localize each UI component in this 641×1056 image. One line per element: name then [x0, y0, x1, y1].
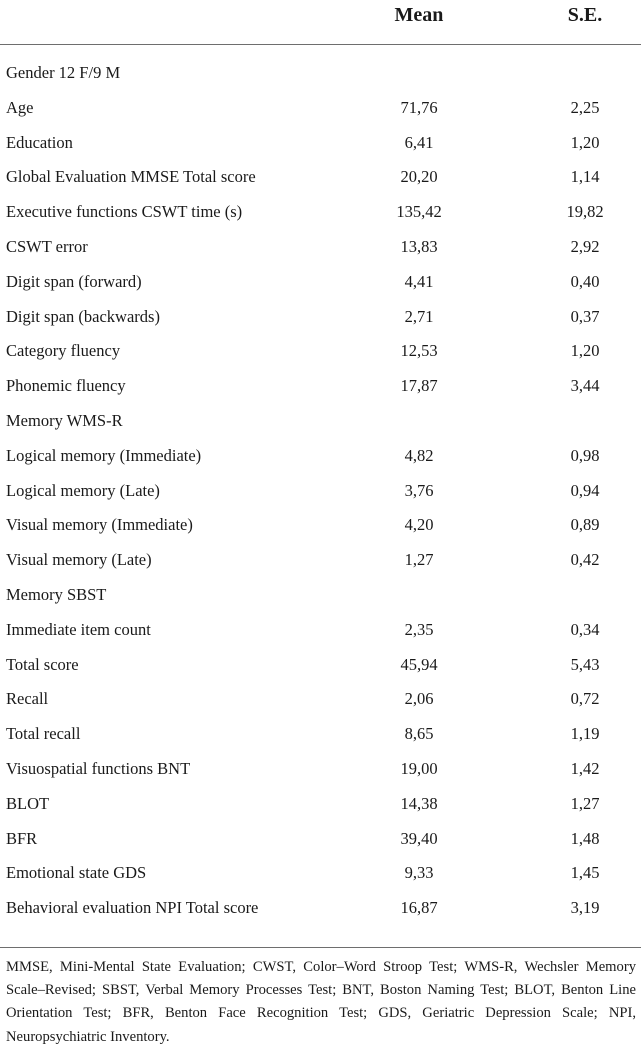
row-label: Total recall	[6, 724, 81, 744]
row-mean: 45,94	[400, 654, 438, 674]
row-mean: 19,00	[400, 758, 438, 778]
row-mean: 1,27	[404, 550, 434, 570]
table-row	[0, 859, 641, 894]
row-label: Recall	[6, 689, 49, 709]
row-mean: 4,82	[404, 445, 434, 465]
row-se: 1,27	[570, 793, 600, 813]
row-mean: 71,76	[400, 97, 438, 117]
row-se: 2,92	[570, 236, 600, 256]
header-mean: Mean	[394, 4, 444, 26]
row-mean: 20,20	[400, 167, 438, 187]
row-label: Behavioral evaluation NPI Total score	[6, 898, 259, 918]
table-row	[0, 59, 641, 94]
table-row	[0, 337, 641, 372]
row-label: Total score	[6, 654, 79, 674]
table-row	[0, 372, 641, 407]
row-label: BLOT	[6, 793, 50, 813]
row-se: 0,98	[570, 445, 600, 465]
table-row	[0, 233, 641, 268]
header-se: S.E.	[567, 4, 603, 26]
row-label: CSWT error	[6, 236, 88, 256]
row-mean: 2,35	[404, 619, 434, 639]
row-label: Digit span (backwards)	[6, 306, 160, 326]
table-row	[0, 546, 641, 581]
table-row	[0, 163, 641, 198]
row-mean: 13,83	[400, 236, 438, 256]
row-label: Logical memory (Immediate)	[6, 445, 202, 465]
table-footnote: MMSE, Mini-Mental State Evaluation; CWST, Color–Word Stroop Test; WMS-R, Wechsler Memory Scale–Revised; SBST, Verbal Memory Processes Test; BNT, Boston Naming Test; BLOT, Benton Line Orientation Test; BFR, Benton Face Recognition Test; GDS, Geriatric Depression Scale; NPI, Neuropsychiatric Inventory.	[6, 959, 636, 1045]
row-se: 0,34	[570, 619, 600, 639]
row-se: 0,42	[570, 550, 600, 570]
table-row	[0, 825, 641, 860]
table-row	[0, 581, 641, 616]
row-label: Memory SBST	[6, 584, 107, 604]
row-label: Immediate item count	[6, 619, 151, 639]
row-label: Logical memory (Late)	[6, 480, 160, 500]
row-label: Phonemic fluency	[6, 376, 126, 396]
row-mean: 4,41	[404, 271, 434, 291]
table-row	[0, 894, 641, 929]
row-mean: 16,87	[400, 898, 438, 918]
table-row	[0, 407, 641, 442]
table-header	[0, 0, 641, 45]
row-se: 1,19	[570, 724, 600, 744]
row-mean: 8,65	[404, 724, 434, 744]
row-mean: 4,20	[404, 515, 434, 535]
table-row	[0, 477, 641, 512]
row-label: Executive functions CSWT time (s)	[6, 202, 243, 222]
row-mean: 14,38	[400, 793, 438, 813]
row-label: Age	[6, 97, 34, 117]
table-body	[0, 59, 641, 929]
table-row	[0, 720, 641, 755]
row-se: 0,94	[570, 480, 600, 500]
row-label: Education	[6, 132, 73, 152]
row-label: Global Evaluation MMSE Total score	[6, 167, 256, 187]
row-label: Gender 12 F/9 M	[6, 63, 121, 82]
table-row	[0, 442, 641, 477]
row-se: 1,48	[570, 828, 600, 848]
table-row	[0, 651, 641, 686]
row-se: 1,14	[570, 167, 600, 187]
row-se: 1,45	[570, 863, 600, 883]
table-row	[0, 755, 641, 790]
row-se: 0,89	[570, 515, 600, 535]
table-row	[0, 268, 641, 303]
row-se: 2,25	[570, 97, 600, 117]
table-row	[0, 129, 641, 164]
table-row	[0, 198, 641, 233]
row-label: BFR	[6, 828, 38, 848]
table-row	[0, 616, 641, 651]
row-mean: 2,06	[404, 689, 434, 709]
row-mean: 135,42	[396, 202, 442, 222]
row-se: 0,37	[570, 306, 600, 326]
row-se: 0,72	[570, 689, 600, 709]
row-se: 1,20	[570, 132, 600, 152]
row-label: Visual memory (Late)	[6, 550, 152, 570]
row-mean: 12,53	[400, 341, 438, 361]
row-mean: 9,33	[404, 863, 434, 883]
row-label: Visuospatial functions BNT	[6, 758, 191, 778]
row-label: Emotional state GDS	[6, 863, 147, 883]
table-row	[0, 303, 641, 338]
row-se: 3,44	[570, 376, 600, 396]
row-se: 3,19	[570, 898, 600, 918]
footnote-divider	[0, 947, 641, 948]
row-label: Category fluency	[6, 341, 121, 361]
row-mean: 39,40	[400, 828, 438, 848]
row-se: 19,82	[566, 202, 604, 222]
row-mean: 3,76	[404, 480, 434, 500]
row-mean: 6,41	[404, 132, 434, 152]
table-row	[0, 94, 641, 129]
row-label: Memory WMS-R	[6, 410, 123, 430]
row-se: 5,43	[570, 654, 600, 674]
row-se: 1,20	[570, 341, 600, 361]
row-se: 0,40	[570, 271, 600, 291]
row-mean: 2,71	[404, 306, 434, 326]
row-label: Visual memory (Immediate)	[6, 515, 193, 535]
table-row	[0, 511, 641, 546]
row-mean: 17,87	[400, 376, 438, 396]
table-row	[0, 685, 641, 720]
table-row	[0, 790, 641, 825]
row-label: Digit span (forward)	[6, 271, 142, 291]
row-se: 1,42	[570, 758, 600, 778]
